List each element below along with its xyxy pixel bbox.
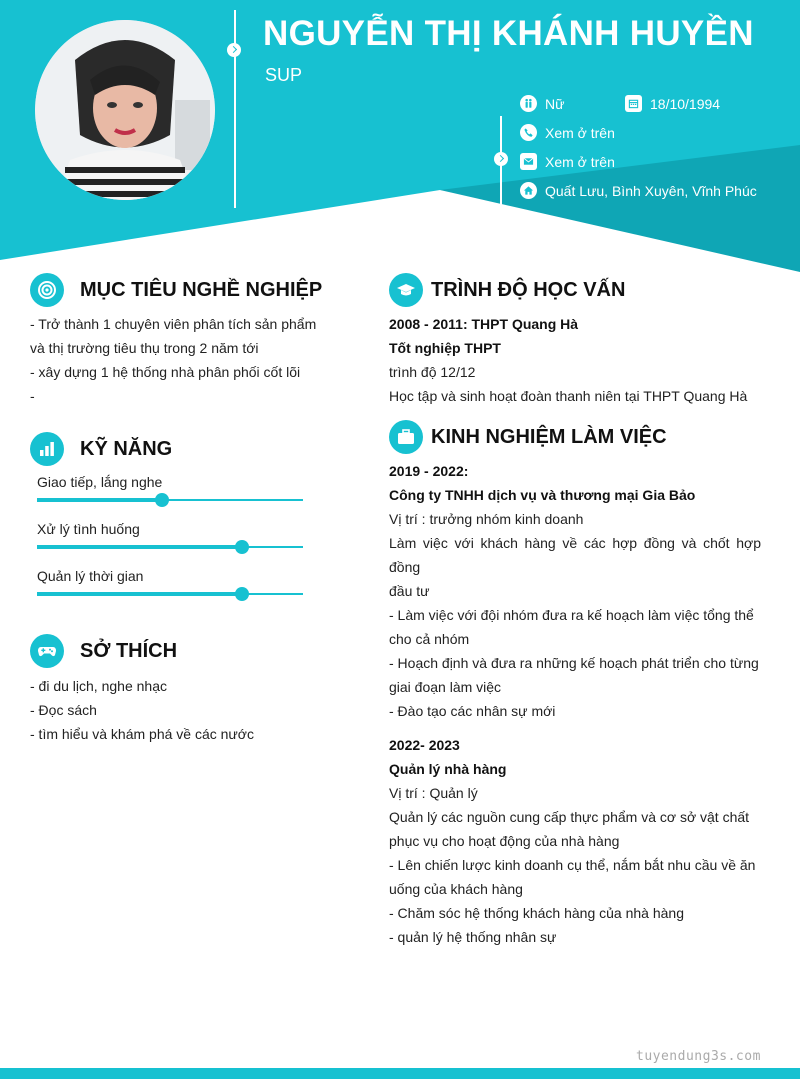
job-line: - Đào tạo các nhân sự mới: [389, 703, 556, 719]
objective-line: và thị trường tiêu thụ trong 2 năm tới: [30, 340, 259, 356]
hobbies-header: [30, 635, 320, 667]
job-line: đầu tư: [389, 583, 430, 599]
avatar: [35, 20, 215, 200]
briefcase-icon: [389, 420, 423, 454]
objective-title: MỤC TIÊU NGHỀ NGHIỆP: [80, 278, 323, 301]
objective-line: -: [30, 388, 35, 404]
skill-label: Xử lý tình huống: [37, 521, 140, 537]
job-line: - Lên chiến lược kinh doanh cụ thể, nắm bắt nhu cầu về ăn: [389, 857, 756, 873]
hobby-line: - Đọc sách: [30, 702, 97, 718]
education-header: [389, 274, 761, 306]
skill-label: Quản lý thời gian: [37, 568, 144, 584]
education-degree: Tốt nghiệp THPT: [389, 340, 501, 356]
graduation-cap-icon: [389, 273, 423, 307]
experience-title: KINH NGHIỆM LÀM VIỆC: [431, 425, 667, 448]
header-divider: [234, 10, 236, 208]
profile-photo: [35, 20, 215, 200]
objective-body: [30, 312, 320, 408]
skill-label: Giao tiếp, lắng nghe: [37, 474, 163, 490]
education-period: 2008 - 2011: THPT Quang Hà: [389, 316, 579, 332]
skill-knob: [155, 493, 169, 507]
hobby-line: - tìm hiểu và khám phá về các nước: [30, 726, 254, 742]
job-company: Quản lý nhà hàng: [389, 761, 507, 777]
contact-gender: [520, 95, 564, 112]
contact-phone[interactable]: [520, 124, 615, 141]
hobbies-title: SỞ THÍCH: [80, 639, 178, 662]
skill-knob: [235, 540, 249, 554]
contact-address: [520, 182, 757, 199]
job-line: cho cả nhóm: [389, 631, 470, 647]
header-banner: [0, 0, 800, 272]
calendar-icon: [625, 95, 642, 112]
objective-line: - xây dựng 1 hệ thống nhà phân phối cốt lõi: [30, 364, 301, 380]
gamepad-icon: [30, 634, 64, 668]
skill-fill: [37, 498, 162, 502]
target-icon: [30, 273, 64, 307]
bar-chart-icon: [30, 432, 64, 466]
home-icon: [520, 182, 537, 199]
job-entry: [389, 733, 761, 949]
footer-bar: [0, 1068, 800, 1079]
job-entry: [389, 459, 761, 723]
education-title: TRÌNH ĐỘ HỌC VẤN: [431, 278, 626, 301]
education-line: trình độ 12/12: [389, 364, 476, 380]
job-line: Vị trí : trưởng nhóm kinh doanh: [389, 511, 584, 527]
skills-title: KỸ NĂNG: [80, 437, 173, 460]
candidate-name: NGUYỄN THỊ KHÁNH HUYỀN: [263, 14, 754, 53]
gender-text: Nữ: [545, 95, 565, 112]
right-column: [389, 274, 761, 949]
contact-email[interactable]: [520, 153, 615, 170]
address-text: Quất Lưu, Bình Xuyên, Vĩnh Phúc: [545, 182, 757, 199]
education-body: [389, 312, 761, 408]
email-icon: [520, 153, 537, 170]
job-line: - Hoạch định và đưa ra những kế hoạch phát triển cho từng: [389, 655, 759, 671]
watermark: tuyendung3s.com: [636, 1049, 761, 1064]
job-line: phục vụ cho hoạt động của nhà hàng: [389, 833, 620, 849]
candidate-position: SUP: [265, 65, 303, 85]
skill-fill: [37, 592, 242, 596]
hobbies-body: [30, 674, 320, 746]
skills-header: [30, 433, 320, 465]
objective-line: - Trở thành 1 chuyên viên phân tích sản phẩm: [30, 316, 317, 332]
job-period: 2019 - 2022:: [389, 463, 469, 479]
phone-text: Xem ở trên: [545, 124, 615, 141]
left-column: [30, 274, 323, 746]
skill-item: [30, 521, 320, 568]
gender-icon: [520, 95, 537, 112]
contact-birthday: [625, 95, 720, 112]
skill-fill: [37, 545, 242, 549]
job-line: Vị trí : Quản lý: [389, 785, 478, 801]
job-line: Làm việc với khách hàng về các hợp đồng và chốt hợp đồng: [389, 535, 761, 575]
job-line: Quản lý các nguồn cung cấp thực phẩm và cơ sở vật chất: [389, 809, 750, 825]
phone-icon: [520, 124, 537, 141]
hobby-line: - đi du lịch, nghe nhạc: [30, 678, 167, 694]
chevron-right-icon: [494, 152, 508, 166]
objective-header: [30, 274, 323, 306]
email-text: Xem ở trên: [545, 153, 615, 170]
job-period: 2022- 2023: [389, 737, 460, 753]
skill-item: [30, 568, 320, 615]
skill-item: [30, 474, 320, 521]
job-line: uống của khách hàng: [389, 881, 523, 897]
job-company: Công ty TNHH dịch vụ và thương mại Gia Bảo: [389, 487, 696, 503]
job-line: giai đoạn làm việc: [389, 679, 502, 695]
skills-list: [30, 474, 320, 615]
job-line: - quản lý hệ thống nhân sự: [389, 929, 557, 945]
job-line: - Làm việc với đội nhóm đưa ra kế hoạch làm việc tổng thể: [389, 607, 754, 623]
job-line: - Chăm sóc hệ thống khách hàng của nhà hàng: [389, 905, 684, 921]
experience-header: [389, 421, 761, 453]
skill-knob: [235, 587, 249, 601]
chevron-right-icon: [227, 43, 241, 57]
birthday-text: 18/10/1994: [650, 95, 721, 112]
education-line: Học tập và sinh hoạt đoàn thanh niên tại THPT Quang Hà: [389, 388, 748, 404]
